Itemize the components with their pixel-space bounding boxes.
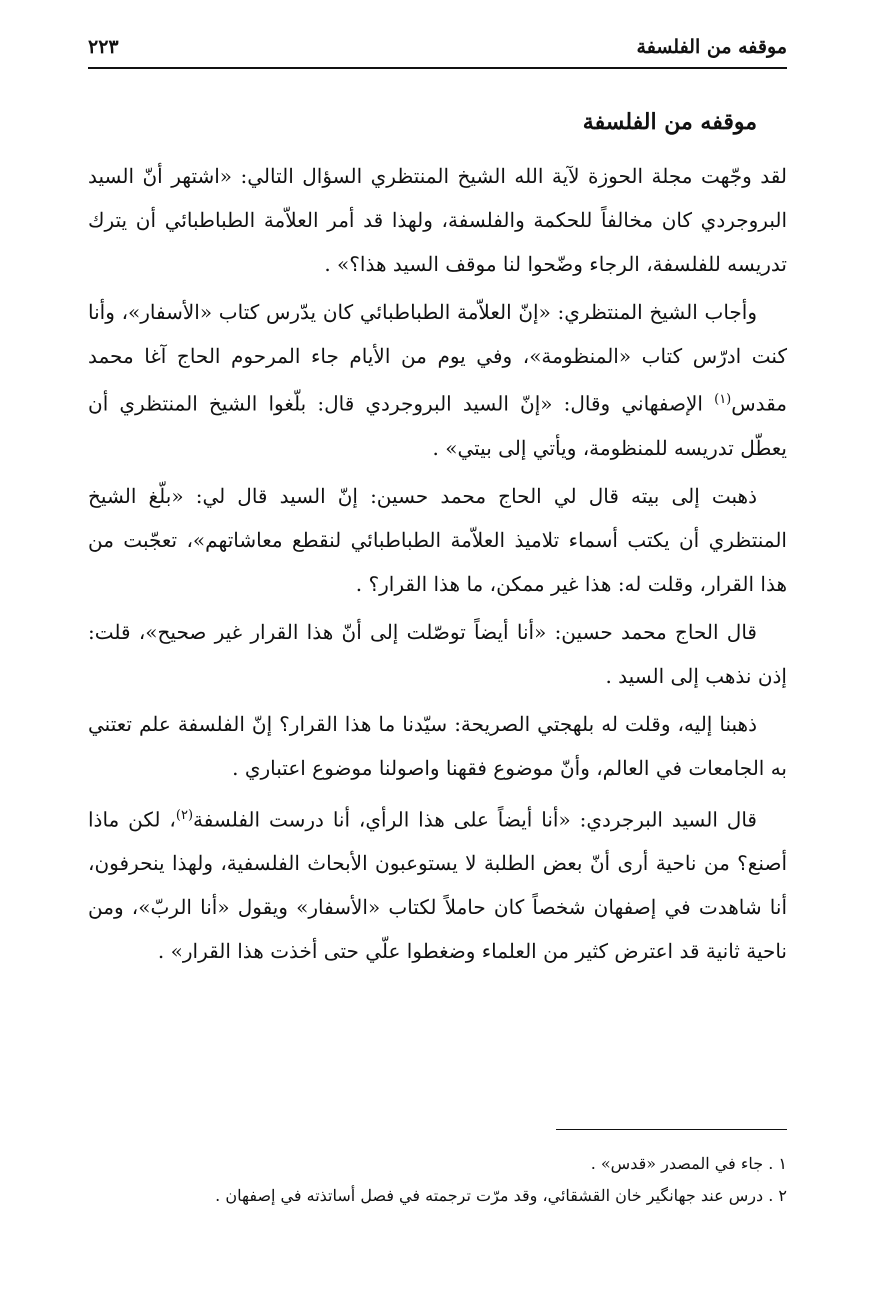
page-body bbox=[88, 100, 787, 977]
header-rule bbox=[88, 67, 787, 69]
paragraph-2-text-b: الإصفهاني وقال: «إنّ السيد البروجردي قال: بلّغوا الشيخ المنتظري أن يعطّل تدريسه للمنظومة، ويأتي إلى بيتي» . bbox=[88, 391, 787, 460]
paragraph-2 bbox=[88, 290, 787, 470]
footnote-ref-2: (٢) bbox=[175, 807, 194, 823]
footnote-2: ٢ . درس عند جهانگير خان القشقائي، وقد مرّت ترجمته في فصل أساتذته في إصفهان . bbox=[215, 1186, 787, 1205]
running-title: موقفه من الفلسفة bbox=[636, 36, 787, 58]
footnote-rule bbox=[556, 1129, 787, 1130]
paragraph-4: قال الحاج محمد حسين: «أنا أيضاً توصّلت إلى أنّ هذا القرار غير صحيح»، قلت: إذن نذهب إلى السيد . bbox=[88, 619, 787, 688]
page-number: ٢٢٣ bbox=[88, 36, 119, 58]
paragraph-1: لقد وجّهت مجلة الحوزة لآية الله الشيخ المنتظري السؤال التالي: «اشتهر أنّ السيد البروجردي كان مخالفاً للحكمة والفلسفة، ولهذا قد أمر العلاّمة الطباطبائي أن يترك تدريسه للفلسفة، الرجاء وضّحوا لنا موقف السيد هذا؟» . bbox=[88, 164, 787, 276]
paragraph-6-text-b: ، لكن ماذا أصنع؟ من ناحية أرى أنّ بعض الطلبة لا يستوعبون الأبحاث الفلسفية، ولهذا ينحرفون، أنا شاهدت في إصفهان شخصاً كان حاملاً لكتاب «الأسفار» ويقول «أنا الربّ»، ومن ناحية ثانية قد اعترض كثير من العلماء وضغطوا علّي حتى أخذت هذا القرار» . bbox=[88, 807, 787, 964]
section-title: موقفه من الفلسفة bbox=[582, 109, 757, 135]
page-header bbox=[88, 30, 787, 64]
paragraph-6 bbox=[88, 794, 787, 974]
paragraph-5: ذهبنا إليه، وقلت له بلهجتي الصريحة: سيّدنا ما هذا القرار؟ إنّ الفلسفة علم تعتني به الجامعات في العالم، وأنّ موضوع فقهنا واصولنا موضوع اعتباري . bbox=[88, 711, 787, 780]
paragraph-6-text-a: قال السيد البرجردي: «أنا أيضاً على هذا الرأي، أنا درست الفلسفة bbox=[193, 807, 757, 832]
footnote-ref-1: (١) bbox=[714, 392, 732, 407]
paragraph-2-text-a: وأجاب الشيخ المنتظري: «إنّ العلاّمة الطباطبائي كان يدّرس كتاب «الأسفار»، وأنا كنت ادرّس كتاب «المنظومة»، وفي يوم من الأيام جاء المرحوم الحاج آغا محمد مقدس bbox=[88, 300, 787, 416]
footnote-1: ١ . جاء في المصدر «قدس» . bbox=[590, 1154, 787, 1173]
paragraph-3: ذهبت إلى بيته قال لي الحاج محمد حسين: إنّ السيد قال لي: «بلّغ الشيخ المنتظري أن يكتب أسماء تلاميذ العلاّمة الطباطبائي لنقطع معاشاتهم»، تعجّبت من هذا القرار، وقلت له: هذا غير ممكن، ما هذا القرار؟ . bbox=[88, 483, 787, 596]
footnotes bbox=[88, 1148, 787, 1212]
